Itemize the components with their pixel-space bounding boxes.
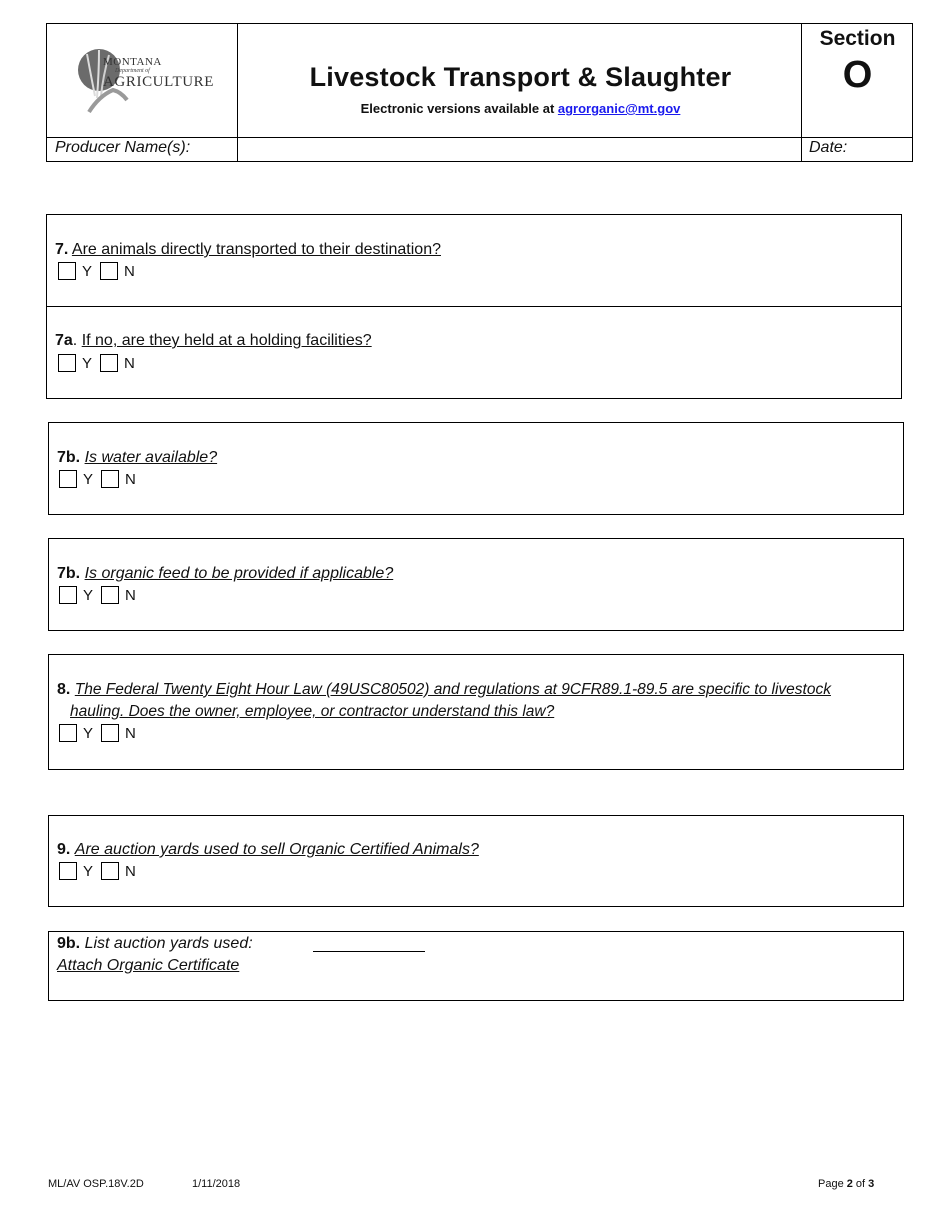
producer-name-field[interactable] [238, 138, 801, 162]
box-divider [47, 306, 901, 307]
attach-certificate-label: Attach Organic Certificate [57, 957, 240, 974]
yes-checkbox[interactable] [59, 586, 77, 604]
question-label: If no, are they held at a holding facilities? [81, 332, 372, 349]
yes-checkbox[interactable] [58, 354, 76, 372]
question-number: 7a [55, 332, 73, 349]
no-checkbox[interactable] [100, 262, 118, 280]
section-letter: O [842, 54, 873, 96]
no-label: N [124, 354, 135, 372]
no-label: N [125, 586, 136, 604]
auction-yards-input[interactable] [313, 934, 425, 952]
page-title: Livestock Transport & Slaughter [309, 62, 732, 92]
yes-checkbox[interactable] [59, 724, 77, 742]
question-9-options [59, 862, 144, 880]
question-number: 8. [57, 681, 71, 698]
no-checkbox[interactable] [101, 724, 119, 742]
question-separator: . [72, 332, 82, 349]
question-7-text [55, 239, 441, 261]
no-checkbox[interactable] [101, 862, 119, 880]
question-label: Is water available? [84, 449, 218, 466]
yes-checkbox[interactable] [59, 862, 77, 880]
page-total: 3 [868, 1178, 875, 1190]
question-7-box [46, 214, 902, 399]
page-of: of [852, 1178, 869, 1190]
header-table [46, 23, 913, 162]
yes-label: Y [83, 470, 94, 488]
yes-label: Y [83, 586, 94, 604]
question-9b-line2 [57, 955, 239, 977]
no-label: N [125, 724, 136, 742]
logo-text-line2: Department of [115, 68, 150, 74]
question-8-text-line2 [70, 701, 554, 723]
question-number: 7. [55, 241, 69, 258]
question-number: 7b. [57, 565, 81, 582]
question-7b-feed-options [59, 586, 144, 604]
question-8-options [59, 724, 144, 742]
question-label-line2: hauling. Does the owner, employee, or contractor understand this law? [70, 703, 555, 720]
subtitle [239, 101, 802, 116]
montana-agriculture-logo [69, 46, 219, 118]
question-label-line1: The Federal Twenty Eight Hour Law (49USC80502) and regulations at 9CFR89.1-89.5 are specific to livestock [74, 681, 831, 698]
yes-label: Y [82, 262, 93, 280]
question-9b-box [48, 931, 904, 1001]
email-link[interactable]: agrorganic@mt.gov [557, 101, 681, 116]
no-checkbox[interactable] [100, 354, 118, 372]
yes-label: Y [83, 862, 94, 880]
question-7b-water-text [57, 447, 217, 469]
section-label: Section [819, 27, 896, 50]
question-7b-feed-box [48, 538, 904, 631]
question-9b-text [57, 933, 253, 955]
logo-text-line1: MONTANA [103, 56, 162, 68]
page-number [818, 1178, 874, 1190]
subtitle-text: Electronic versions available at [360, 101, 558, 116]
date-field[interactable] [849, 138, 913, 162]
logo-text-line3: AGRICULTURE [103, 74, 215, 90]
question-label: List auction yards used: [84, 935, 253, 952]
no-checkbox[interactable] [101, 470, 119, 488]
question-7b-feed-text [57, 563, 393, 585]
date-label: Date: [809, 139, 848, 156]
question-7-options [58, 262, 143, 280]
yes-label: Y [83, 724, 94, 742]
question-8-text [57, 679, 831, 701]
no-checkbox[interactable] [101, 586, 119, 604]
yes-checkbox[interactable] [58, 262, 76, 280]
no-label: N [125, 470, 136, 488]
producer-name-label: Producer Name(s): [55, 139, 191, 156]
form-date: 1/11/2018 [192, 1178, 241, 1190]
question-label: Are auction yards used to sell Organic Certified Animals? [74, 841, 479, 858]
question-8-box [48, 654, 904, 770]
yes-checkbox[interactable] [59, 470, 77, 488]
question-7b-water-options [59, 470, 144, 488]
no-label: N [124, 262, 135, 280]
question-number: 9. [57, 841, 71, 858]
question-9-text [57, 839, 479, 861]
page-current: 2 [846, 1178, 853, 1190]
question-7b-water-box [48, 422, 904, 515]
question-number: 7b. [57, 449, 81, 466]
question-label: Are animals directly transported to their destination? [71, 241, 441, 258]
no-label: N [125, 862, 136, 880]
page-prefix: Page [818, 1178, 847, 1190]
question-9-box [48, 815, 904, 907]
form-id: ML/AV OSP.18V.2D [48, 1178, 144, 1190]
question-7a-text [55, 330, 372, 352]
question-7a-options [58, 354, 143, 372]
question-number: 9b. [57, 935, 81, 952]
yes-label: Y [82, 354, 93, 372]
question-label: Is organic feed to be provided if applicable? [84, 565, 394, 582]
